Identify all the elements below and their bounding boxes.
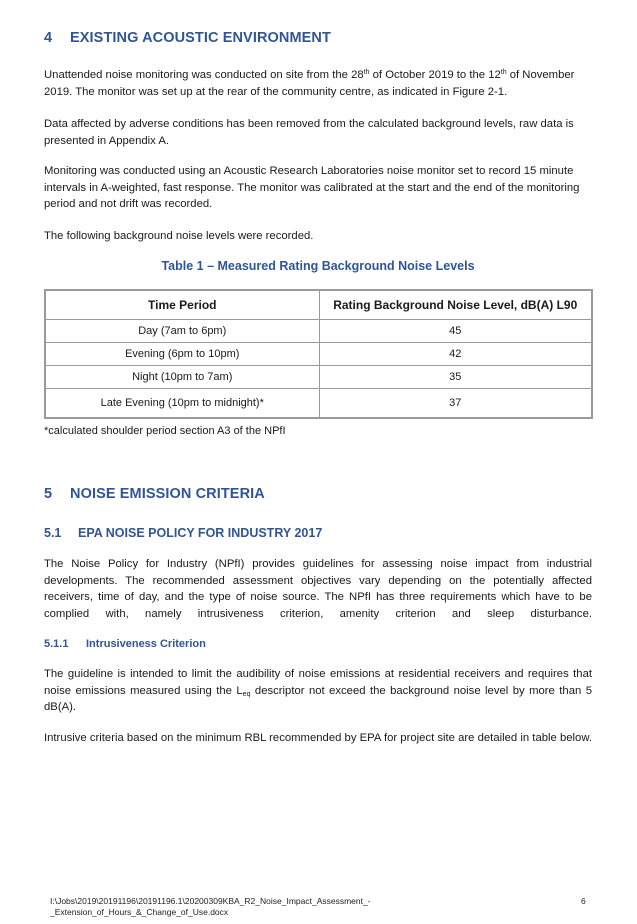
column-header-rbl: Rating Background Noise Level, dB(A) L90	[319, 290, 592, 320]
section-5-1-number: 5.1	[44, 526, 62, 540]
section-4-paragraph-1: Unattended noise monitoring was conducted on site from the 28th of October 2019 to the 12th of November 2019. The monitor was set up at the rear of the community centre, as indicated in Figure 2-1.	[44, 69, 575, 98]
section-4-title: EXISTING ACOUSTIC ENVIRONMENT	[70, 30, 331, 46]
table-row	[45, 389, 592, 419]
rbl-value-cell: 42	[319, 343, 592, 366]
time-period-cell: Day (7am to 6pm)	[45, 320, 319, 343]
table-row	[45, 320, 592, 343]
section-4-heading	[44, 30, 331, 46]
rbl-value-cell: 35	[319, 366, 592, 389]
section-5-number: 5	[44, 486, 53, 502]
table-footnote: *calculated shoulder period section A3 of the NPfI	[44, 425, 286, 437]
section-4-number: 4	[44, 30, 53, 46]
footer-path-line-2: _Extension_of_Hours_&_Change_of_Use.docx	[50, 907, 229, 917]
time-period-cell: Evening (6pm to 10pm)	[45, 343, 319, 366]
section-5-1-1-title: Intrusiveness Criterion	[86, 638, 206, 650]
section-4-paragraph-3: Monitoring was conducted using an Acoustic Research Laboratories noise monitor set to record 15 minute intervals in A-weighted, fast response. The monitor was calibrated at the start and the end of the monitoring period and not drift was recorded.	[44, 165, 580, 210]
section-5-1-1-number: 5.1.1	[44, 638, 69, 650]
table-1-caption: Table 1 – Measured Rating Background Noise Levels	[161, 259, 475, 273]
table-header-row	[45, 290, 592, 320]
time-period-cell: Late Evening (10pm to midnight)*	[45, 389, 319, 419]
intrusive-criteria-paragraph: Intrusive criteria based on the minimum RBL recommended by EPA for project site are detailed in table below.	[44, 732, 592, 744]
section-5-heading	[44, 486, 265, 502]
time-period-cell: Night (10pm to 7am)	[45, 366, 319, 389]
section-5-1-paragraph: The Noise Policy for Industry (NPfI) provides guidelines for assessing noise impact from industrial developments. The recommended assessment objectives vary depending on the potentially affected receivers, time of day, and the type of noise source. The NPfI has three requirements which have to be complied with, namely intrusiveness criterion, amenity criterion and sleep disturbance.	[44, 558, 592, 620]
column-header-time-period: Time Period	[45, 290, 319, 320]
section-5-1-heading	[44, 526, 322, 540]
intrusiveness-paragraph: The guideline is intended to limit the audibility of noise emissions at residential receivers and requires that noise emissions measured using the $L_{eq}$ descriptor not exceed the background noise level by more than 5 dB(A).	[44, 668, 592, 713]
table-row	[45, 366, 592, 389]
section-4-paragraph-4: The following background noise levels were recorded.	[44, 230, 314, 242]
table-row	[45, 343, 592, 366]
footer-path-line-1: I:\Jobs\2019\20191196\20191196.1\20200309KBA_R2_Noise_Impact_Assessment_-	[50, 896, 371, 906]
rbl-value-cell: 37	[319, 389, 592, 419]
page-number: 6	[581, 896, 586, 906]
rbl-table	[44, 289, 593, 419]
section-5-title: NOISE EMISSION CRITERIA	[70, 486, 265, 502]
rbl-value-cell: 45	[319, 320, 592, 343]
footer-file-path	[50, 896, 371, 918]
section-5-1-1-heading	[44, 638, 206, 650]
section-5-1-title: EPA NOISE POLICY FOR INDUSTRY 2017	[78, 526, 323, 540]
section-4-paragraph-2: Data affected by adverse conditions has been removed from the calculated background levels, raw data is presented in Appendix A.	[44, 118, 574, 147]
